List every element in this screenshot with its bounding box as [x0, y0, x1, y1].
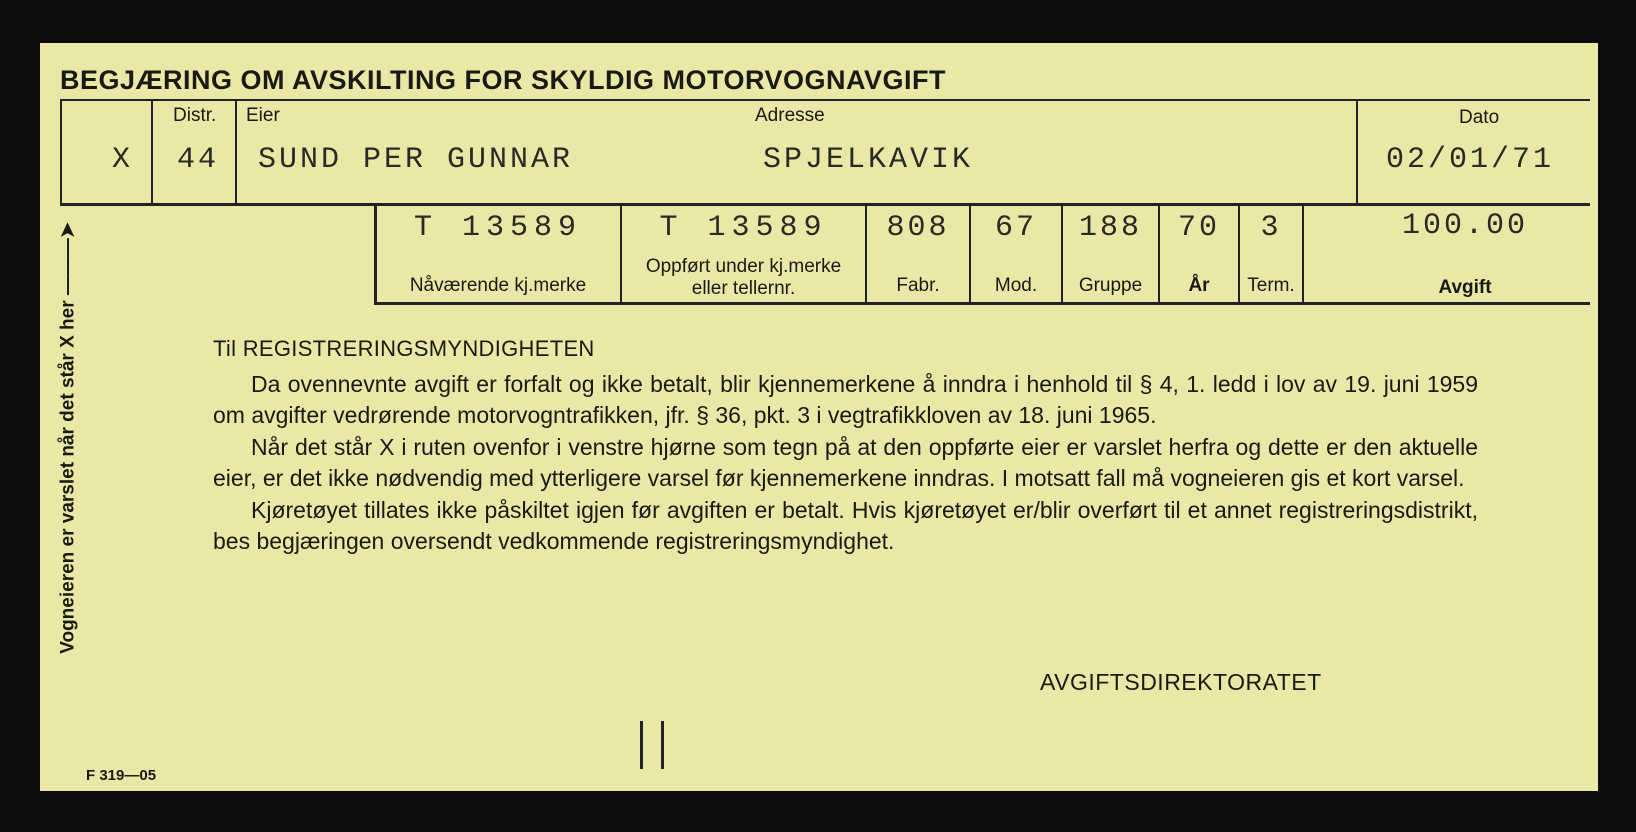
eier-label: Eier [246, 105, 280, 126]
header-left-rule [60, 99, 62, 205]
avgift-value: 100.00 [1401, 209, 1529, 243]
header-divider-3 [1356, 99, 1358, 205]
letter-heading: Til REGISTRERINGSMYNDIGHETEN [213, 336, 595, 361]
mod-value: 67 [994, 211, 1037, 245]
form-title: BEGJÆRING OM AVSKILTING FOR SKYLDIG MOTORVOGNAVGIFT [60, 65, 947, 95]
header-divider-2 [235, 99, 237, 205]
listed-plate-label-line1: Oppført under kj.merke [645, 256, 842, 277]
vehicle-divider-7 [1302, 206, 1304, 302]
adresse-value: SPJELKAVIK [763, 143, 974, 177]
listed-plate-label-line2: eller tellernr. [691, 278, 796, 299]
cut-mark-2 [661, 721, 664, 769]
current-plate-value: T 13589 [413, 211, 583, 245]
form-card [40, 43, 1598, 791]
header-bottom-rule [60, 203, 1590, 206]
letter-body [213, 333, 1478, 558]
listed-plate-value: T 13589 [659, 211, 828, 245]
up-arrow-icon: ———➤ [57, 222, 79, 296]
paragraph-3: Kjøretøyet tillates ikke påskiltet igjen før avgiften er betalt. Hvis kjøretøyet er/blir overført til et annet registreringsdistrikt, bes begjæringen oversendt vedkommende registreringsmyndighet. [213, 496, 1478, 554]
notified-marker: X [112, 143, 134, 177]
fabr-value: 808 [886, 211, 950, 245]
paragraph-2: Når det står X i ruten ovenfor i venstre hjørne som tegn på at den oppførte eier er varslet herfra og dette er den aktuelle eier, er det ikke nødvendig med ytterligere varsel før kjennemerkene inndras. I motsatt fall må vogneieren gis et kort varsel. [213, 433, 1478, 491]
dato-label: Dato [1459, 107, 1500, 128]
mod-label: Mod. [994, 275, 1038, 296]
fabr-label: Fabr. [896, 275, 940, 296]
term-value: 3 [1260, 211, 1282, 245]
side-note-text: Vogneieren er varslet når det står X her [57, 300, 79, 654]
gruppe-value: 188 [1078, 211, 1142, 245]
ar-label: År [1188, 275, 1210, 296]
header-top-rule [60, 99, 1590, 101]
term-label: Term. [1247, 275, 1295, 296]
dato-value: 02/01/71 [1386, 143, 1555, 177]
adresse-label: Adresse [755, 105, 825, 126]
eier-value: SUND PER GUNNAR [258, 143, 574, 177]
paragraph-1: Da ovennevnte avgift er forfalt og ikke betalt, blir kjennemerkene å inndra i henhold til § 4, 1. ledd i lov av 19. juni 1959 om avgifter vedrørende motorvogntrafikken, jfr. § 36, pkt. 3 i vegtrafikkloven av 18. juni 1965. [213, 370, 1478, 428]
gruppe-label: Gruppe [1078, 275, 1143, 296]
cut-mark-1 [640, 721, 643, 769]
current-plate-label: Nåværende kj.merke [409, 275, 587, 296]
avgift-label: Avgift [1438, 277, 1492, 298]
vehicle-bottom-rule [374, 302, 1590, 305]
distr-label: Distr. [173, 105, 217, 126]
form-number: F 319—05 [86, 767, 157, 784]
header-divider-1 [151, 99, 153, 205]
signature: AVGIFTSDIREKTORATET [1040, 669, 1322, 695]
distr-value: 44 [177, 143, 220, 177]
ar-value: 70 [1177, 211, 1220, 245]
